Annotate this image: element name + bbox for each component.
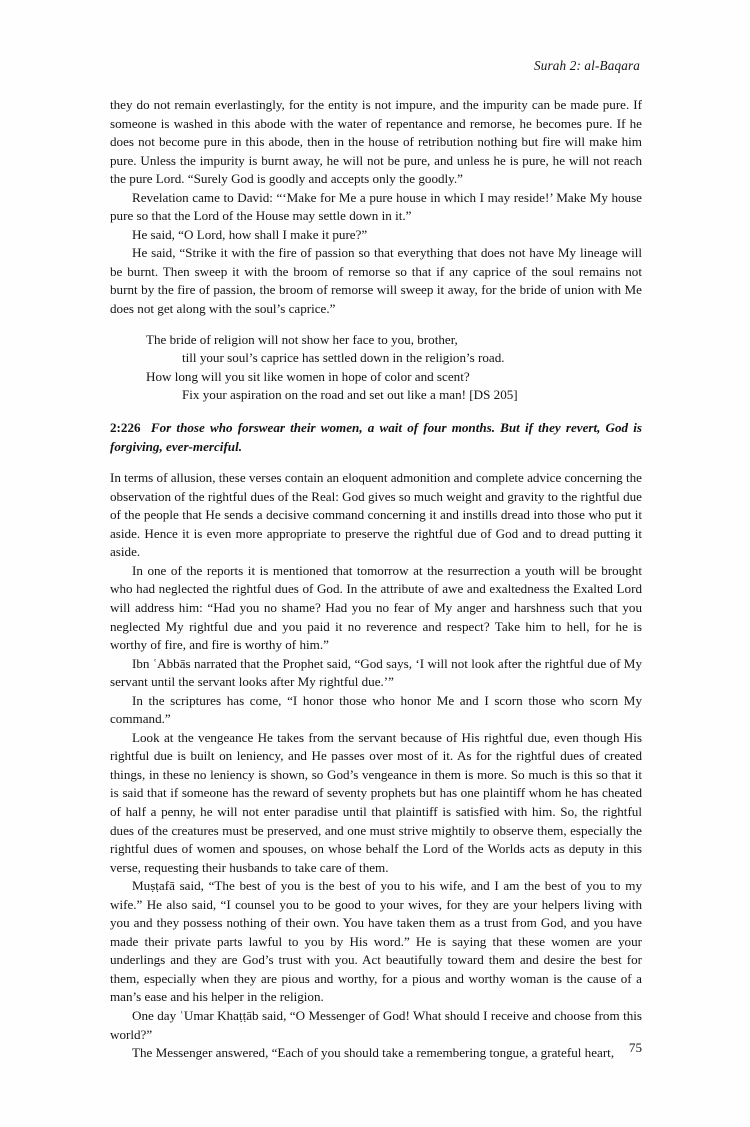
quran-verse-heading [110,419,642,456]
paragraph: In terms of allusion, these verses contain an eloquent admonition and complete advice concerning the observation of the rightful dues of the Real: God gives so much weight and gravity to the rightful due of the people that He sends a decisive command concerning it and instills dread into those who put it aside. Hence it is even more appropriate to preserve the rightful due of God and to dread putting it aside. [110,470,642,560]
paragraph: they do not remain everlastingly, for the entity is not impure, and the impurity can be made pure. If someone is washed in this abode with the water of repentance and remorse, he becomes pure. If he does not become pure in this abode, then in the house of retribution nothing but fire will make him pure. Unless the impurity is burnt away, he will not be pure, and unless he is pure, he will not reach the pure Lord. “Surely God is goodly and accepts only the goodly.” [110,97,642,187]
paragraph: He said, “O Lord, how shall I make it pure?” [132,226,368,242]
paragraph: The Messenger answered, “Each of you should take a remembering tongue, a grateful heart, [132,1045,615,1061]
running-head: Surah 2: al-Baqara [534,58,640,73]
page-number: 75 [628,1040,642,1055]
paragraph: In one of the reports it is mentioned that tomorrow at the resurrection a youth will be brought who had neglected the rightful dues of God. In the attribute of awe and exaltedness the Exalted Lord will address him: “Had you no shame? Had you no fear of My anger and harshness such that you neglected My rightful due and you paid it no reverence and respect? Take him to hell, for he is worthy of fire, and fire is worthy of him.” [110,562,642,653]
verse-text: For those who forswear their women, a wait of four months. But if they revert, God is forgiving, ever-merciful. [110,419,642,454]
paragraph: In the scriptures has come, “I honor those who honor Me and I scorn those who scorn My command.” [110,692,642,727]
verse-quotation [110,331,642,405]
text-block [110,96,642,1063]
paragraph: He said, “Strike it with the fire of passion so that everything that does not have My lineage will be burnt. Then sweep it with the broom of remorse so that if any caprice of the soul remains not burnt by the fire of passion, the broom of remorse will sweep it away, for the bride of union with Me does not get along with the soul’s caprice.” [110,245,642,317]
verse-line: till your soul’s caprice has settled down in the religion’s road. [182,350,505,366]
verse-number: 2:226 [110,419,141,435]
paragraph: Look at the vengeance He takes from the servant because of His rightful due, even though His rightful due is built on leniency, and He passes over most of it. As for the rightful dues of created things, in these no leniency is shown, so God’s vengeance in them is more. So much is this so that it is said that if someone has the reward of seventy prophets but has one plaintiff whom he has cheated of half a penny, he will not enter paradise until that plaintiff is satisfied with him. So, the rightful dues of the creatures must be preserved, and one must strive mightily to observe them, especially the rightful dues of women and spouses, on whose behalf the Lord of the Worlds acts as deputy in this verse, requesting their husbands to take care of them. [110,729,642,875]
paragraph: Revelation came to David: “‘Make for Me a pure house in which I may reside!’ Make My house pure so that the Lord of the House may settle down in it.” [110,189,642,224]
paragraph: Muṣṭafā said, “The best of you is the best of you to his wife, and I am the best of you to my wife.” He also said, “I counsel you to be good to your wives, for they are your helpers living with you and they possess nothing of their own. You have taken them as a trust from God, and you have made their private parts lawful to you by His word.” He is saying that these women are your underlings and they are God’s trust with you. Act beautifully toward them and desire the best for them, especially when they are pious and worthy, for a pious and worthy woman is the cause of a man’s ease and his helper in the religion. [110,878,642,1005]
verse-line: How long will you sit like women in hope of color and scent? [146,368,470,384]
paragraph: Ibn ʿAbbās narrated that the Prophet said, “God says, ‘I will not look after the rightful due of My servant until the servant looks after My rightful due.’” [110,655,642,690]
paragraph: One day ʿUmar Khaṭṭāb said, “O Messenger of God! What should I receive and choose from this world?” [110,1007,642,1042]
verse-line: The bride of religion will not show her face to you, brother, [146,331,458,347]
verse-line: Fix your aspiration on the road and set out like a man! [DS 205] [182,387,518,403]
